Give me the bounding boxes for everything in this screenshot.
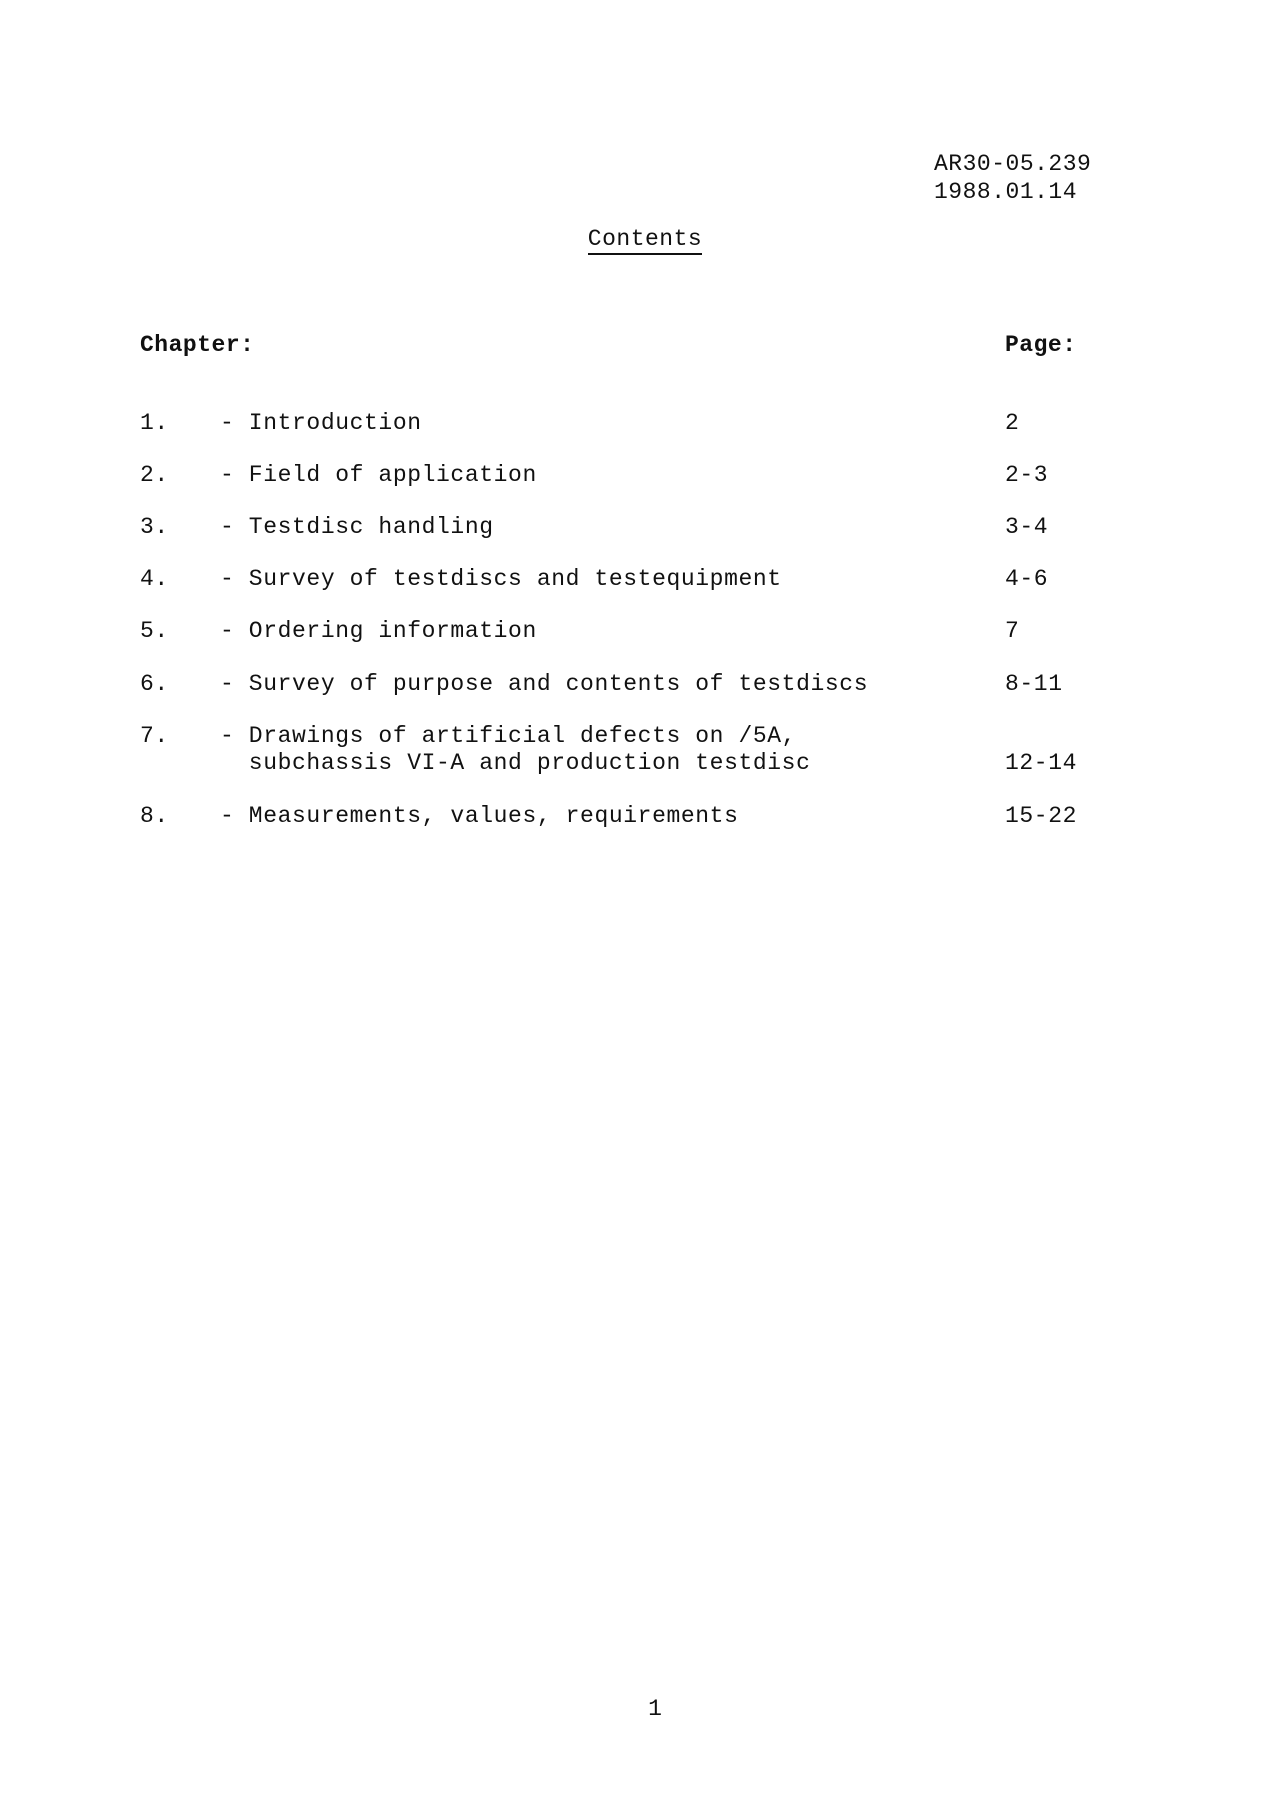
- toc-entry-number: 7.: [140, 723, 169, 749]
- page-column-header: Page:: [1005, 332, 1077, 358]
- toc-entry-title: - Measurements, values, requirements: [220, 803, 739, 829]
- toc-entry-pages: 2: [1005, 410, 1020, 436]
- toc-entry-number: 2.: [140, 462, 169, 488]
- toc-entry-title: - Field of application: [220, 462, 537, 488]
- toc-entry-number: 8.: [140, 803, 169, 829]
- toc-entry: [140, 514, 1100, 541]
- toc-entry: [140, 723, 1100, 777]
- toc-entry: [140, 410, 1100, 437]
- toc-entry: [140, 803, 1100, 830]
- document-number: AR30-05.239: [934, 151, 1092, 177]
- toc-entry-title: - Ordering information: [220, 618, 537, 644]
- toc-entry-pages: 4-6: [1005, 566, 1049, 592]
- toc-entry-title: - Introduction: [220, 410, 422, 436]
- document-date: 1988.01.14: [934, 179, 1078, 205]
- toc-entry-number: 4.: [140, 566, 169, 592]
- toc-entry-pages: 2-3: [1005, 462, 1049, 488]
- toc-entry: [140, 618, 1100, 645]
- toc-entry-pages: 15-22: [1005, 803, 1078, 829]
- toc-entry: [140, 671, 1100, 698]
- toc-entry-pages: 8-11: [1005, 671, 1063, 697]
- page-title: Contents: [588, 226, 702, 255]
- document-reference: [934, 150, 1091, 206]
- toc-entry-pages: 7: [1005, 618, 1020, 644]
- toc-entry-number: 5.: [140, 618, 169, 644]
- page-number: 1: [648, 1696, 662, 1722]
- toc-entry-pages: 12-14: [1005, 750, 1078, 776]
- toc-entry-number: 3.: [140, 514, 169, 540]
- toc-entry-title: - Drawings of artificial defects on /5A, subchassis VI-A and production testdisc: [220, 723, 811, 776]
- toc-entry: [140, 566, 1100, 593]
- toc-entry: [140, 462, 1100, 489]
- toc-entry-number: 6.: [140, 671, 169, 697]
- toc-entry-number: 1.: [140, 410, 169, 436]
- page-title-container: [0, 226, 1280, 252]
- toc-entry-pages: 3-4: [1005, 514, 1049, 540]
- toc-entry-title: - Survey of purpose and contents of testdiscs: [220, 671, 869, 697]
- chapter-column-header: Chapter:: [140, 332, 255, 358]
- toc-entry-title: - Survey of testdiscs and testequipment: [220, 566, 782, 592]
- toc-entry-title: - Testdisc handling: [220, 514, 494, 540]
